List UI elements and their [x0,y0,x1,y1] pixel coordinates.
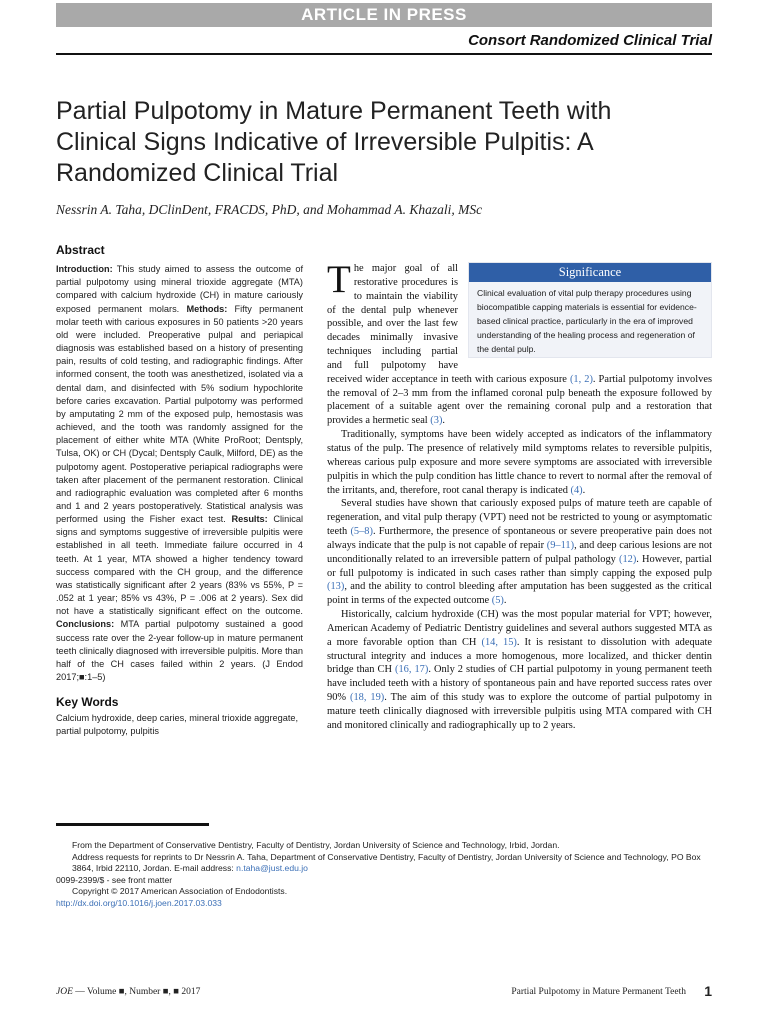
issue-info: — Volume ■, Number ■, ■ 2017 [72,987,201,997]
footnote-copyright: Copyright © 2017 American Association of Endodontists. [72,886,288,897]
citation-link[interactable]: (16, 17) [395,664,429,676]
keywords-heading: Key Words [56,695,119,710]
body-text: , and the ability to control bleeding after amputation has been suggested as the critical point in terms of the expected outcome [327,581,712,607]
significance-text: Clinical evaluation of vital pulp therapy procedures using biocompatible capping materials is essential for evidence-based clinical practice, particularly in the era of improved understanding of the healing process and regeneration of the dental pulp. [477,288,697,355]
methods-text: Fifty permanent molar teeth with carious exposures in 50 patients >20 years old were included. Preoperative pulpal and periapical diagnosis was established based on a history of presenting pain, results of cold testing, and radiographic findings. After informed consent, the tooth was anesthetized, isolated via a dental dam, and disinfected with 5% sodium hypochlorite before caries excavation. Partial pulpotomy was performed by amputating 2 mm of the exposed pulp, hemostasis was achieved, and the tooth was randomly assigned for the placement of either white MTA (White ProRoot; Dentsply, Tulsa, OK) or CH (Dycal; Dentsply Caulk, Milford, DE) as the pulpotomy agent. Postoperative periapical radiographs were taken after placement of the permanent restoration. Clinical and radiographic evaluation was completed after 6 months and 1 and 2 years postoperatively. Statistical analysis was performed using the Fisher exact test. [56,303,303,525]
citation-link[interactable]: (9–11) [546,539,575,551]
results-text: Clinical signs and symptoms suggestive of irreversible pulpitis were established in all teeth. Immediate failure occurred in 4 teeth. At 1 year, MTA showed a higher tendency toward success compared with the CH group, and the difference was statistically significant after 2 years (83% vs 55%, P = .052 at 1 year; 85% vs 43%, P = .006 at 2 years). Sex did not have a statistically significant effect on the outcome. [56,514,303,617]
body-text: , and deep carious lesions are not unconditionally related to an irreversible pattern of pulpal pathology [327,539,712,565]
footnote-rule [56,823,209,826]
body-text: Historically, calcium hydroxide (CH) was the most popular material for VPT; however, American Academy of Pediatric Dentistry guidelines and several authors suggested MTA as a more favorable option than CH [327,609,712,648]
conclusions-label: Conclusions: [56,619,115,630]
body-paragraph-3 [327,497,712,608]
article-type-label: Consort Randomized Clinical Trial [468,32,712,49]
body-text: he major goal of all restorative procedures is to maintain the viability of the dental pulp whenever possible, and over the last few decades minimally invasive techniques including partial and full pulpotomy have received wider acceptance in teeth with carious exposure [327,263,570,385]
body-text: . However, partial or full pulpotomy is indicated in such cases rather than simply capping the exposed pulp [327,553,712,579]
significance-box [468,262,712,358]
citation-link[interactable]: (3) [430,415,443,427]
header-rule [56,53,712,55]
authors: Nessrin A. Taha, DClinDent, FRACDS, PhD, and Mohammad A. Khazali, MSc [56,202,483,217]
footnote-department: From the Department of Conservative Dentistry, Faculty of Dentistry, Jordan University of Science and Technology, Irbid, Jordan. [72,840,560,850]
keywords-text: Calcium hydroxide, deep caries, mineral trioxide aggregate, partial pulpotomy, pulpitis [56,713,299,737]
significance-heading: Significance [469,263,711,282]
body-text: . Only 2 studies of CH partial pulpotomy in young permanent teeth have included teeth with a history of spontaneous pain and have reported success rates over 90% [327,664,712,704]
footnotes [56,840,716,910]
body-paragraph-4 [327,608,712,733]
body-text: Traditionally, symptoms have been widely accepted as indicators of the inflammatory status of the pulp. The presence of relatively mild symptoms relates to reversible pulpitis, whereas carious pulp exposure and more severe symptoms are associated with irreversible pulpitis in which the pulp condition has little chance to revert to normal after the removal of the irritants, and, therefore, root canal therapy is indicated [327,429,712,496]
body-text: . [503,595,507,607]
footnote-address [56,852,716,875]
body-text: Several studies have shown that cariously exposed pulps of mature teeth are capable of regeneration, and vital pulp therapy (VPT) need not be restricted to young or asymptomatic teeth [327,498,712,538]
body-text: . Furthermore, the presence of spontaneous or severe preoperative pain does not always indicate that the pulp is not capable of repair [327,526,712,551]
citation-link[interactable]: (4) [570,484,583,496]
body-text: . [442,415,446,427]
body-text: . It is resistant to dissolution with adequate structural integrity and induces a more homogenous, more localized, and thicker dentin bridge than CH [327,636,712,676]
footer-journal-info [56,987,200,997]
citation-link[interactable]: (13) [327,581,345,593]
intro-label: Introduction: [56,264,113,275]
body-paragraph-2 [327,428,712,497]
citation-link[interactable]: (1, 2) [569,373,593,385]
footnote-issn: 0099-2399/$ - see front matter [56,874,173,885]
citation-link[interactable]: (18, 19) [350,692,385,704]
abstract-section [56,244,303,739]
conclusions-text: MTA partial pulpotomy sustained a good success rate over the 2-year follow-up in mature permanent teeth clinically diagnosed with irreversible pulpitis. More than half of the CH cases failed within 2 years. (J Endod 2017;■:1–5) [56,619,303,682]
results-label: Results: [231,514,268,525]
body-text: . Partial pulpotomy involves the removal of 2–3 mm from the inflamed coronal pulp beneath the exposure followed by placement of a suitable agent over the remaining coronal pulp and a restoration that provides a hermetic seal [327,373,712,427]
body-text: . The aim of this study was to explore the outcome of partial pulpotomy in mature teeth clinically diagnosed with irreversible pulpitis using MTA compared with CH and monitored clinically and radiographically up to 2 years. [327,692,712,731]
citation-link[interactable]: (5) [491,595,504,607]
article-title: Partial Pulpotomy in Mature Permanent Teeth with Clinical Signs Indicative of Irreversible Pulpitis: A Randomized Clinical Trial [56,97,612,187]
drop-cap: T [327,258,351,301]
article-in-press-banner: ARTICLE IN PRESS [56,3,712,27]
page-number: 1 [704,983,712,999]
doi-link[interactable]: http://dx.doi.org/10.1016/j.joen.2017.03.033 [56,897,222,908]
running-title: Partial Pulpotomy in Mature Permanent Teeth [511,987,686,997]
abstract-body [56,263,303,684]
citation-link[interactable]: (14, 15) [481,636,517,648]
citation-link[interactable]: (5–8) [350,526,373,538]
methods-label: Methods: [186,303,228,314]
email-link[interactable]: n.taha@just.edu.jo [236,863,308,874]
address-text: Address requests for reprints to Dr Nessrin A. Taha, Department of Conservative Dentistry, Faculty of Dentistry, Jordan University of Science and Technology, PO Box 3864, Irbid 22110, Jordan. E-mail address: [72,851,701,874]
intro-text: This study aimed to assess the outcome of partial pulpotomy using mineral trioxide aggregate (MTA) compared with calcium hydroxide (CH) in mature cariously exposed permanent molars. [56,264,303,314]
body-column [327,258,712,733]
citation-link[interactable]: (12) [618,553,637,565]
journal-abbrev: JOE [56,987,73,997]
page-footer [56,983,712,1001]
body-text: . [582,484,586,496]
abstract-heading: Abstract [56,243,105,257]
